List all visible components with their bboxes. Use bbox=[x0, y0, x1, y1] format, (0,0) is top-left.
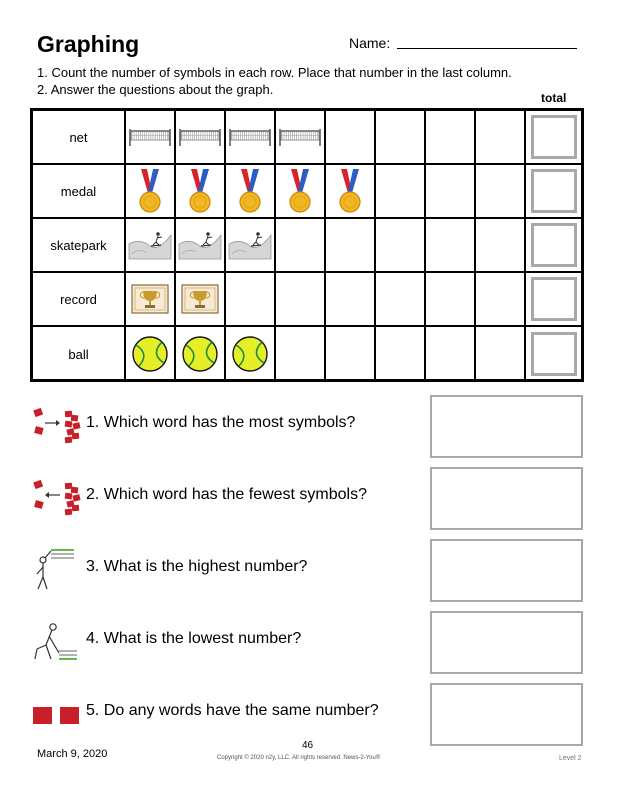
graph-row-ball bbox=[33, 327, 581, 381]
same-icon bbox=[31, 691, 81, 737]
symbol-cell bbox=[176, 273, 226, 325]
trophy-icon bbox=[181, 284, 219, 314]
answer-box[interactable] bbox=[430, 395, 583, 458]
symbol-cell bbox=[226, 165, 276, 217]
question-1 bbox=[0, 395, 618, 459]
tennis-ball-icon bbox=[131, 335, 169, 373]
fewest-symbols-icon bbox=[31, 475, 81, 521]
symbol-cell bbox=[126, 165, 176, 217]
total-cell bbox=[526, 165, 581, 217]
answer-box[interactable] bbox=[430, 467, 583, 530]
total-answer-box[interactable] bbox=[531, 169, 577, 213]
skatepark-icon bbox=[178, 230, 222, 260]
row-label: medal bbox=[33, 165, 126, 217]
symbol-cell bbox=[476, 165, 526, 217]
lowest-icon bbox=[31, 619, 81, 665]
symbol-cell bbox=[326, 111, 376, 163]
symbol-cell bbox=[326, 165, 376, 217]
symbol-cell bbox=[226, 111, 276, 163]
answer-box[interactable] bbox=[430, 611, 583, 674]
medal-icon bbox=[138, 168, 162, 214]
symbol-cell bbox=[226, 219, 276, 271]
symbol-cell bbox=[376, 273, 426, 325]
symbol-cell bbox=[276, 273, 326, 325]
symbol-cell bbox=[376, 327, 426, 381]
question-text: 4. What is the lowest number? bbox=[86, 630, 302, 647]
symbol-cell bbox=[176, 111, 226, 163]
footer-level: Level 2 bbox=[559, 755, 582, 762]
symbol-cell bbox=[426, 165, 476, 217]
skatepark-icon bbox=[128, 230, 172, 260]
name-label: Name: bbox=[349, 35, 391, 51]
footer-copyright: Copyright © 2020 n2y, LLC. All rights reserved. News-2-You® bbox=[217, 755, 381, 761]
total-column-label: total bbox=[541, 91, 567, 105]
symbol-cell bbox=[176, 165, 226, 217]
instruction-2: 2. Answer the questions about the graph. bbox=[37, 82, 274, 97]
symbol-cell bbox=[426, 219, 476, 271]
medal-icon bbox=[338, 168, 362, 214]
skatepark-icon bbox=[228, 230, 272, 260]
net-icon bbox=[278, 127, 322, 147]
footer-date: March 9, 2020 bbox=[37, 748, 108, 760]
symbol-cell bbox=[176, 327, 226, 381]
row-label: skatepark bbox=[33, 219, 126, 271]
symbol-cell bbox=[126, 327, 176, 381]
page-title: Graphing bbox=[37, 31, 140, 57]
symbol-cell bbox=[426, 111, 476, 163]
symbol-cell bbox=[276, 111, 326, 163]
symbol-cell bbox=[426, 327, 476, 381]
total-cell bbox=[526, 273, 581, 325]
question-5 bbox=[0, 683, 618, 747]
most-symbols-icon bbox=[31, 403, 81, 449]
symbol-cell bbox=[326, 327, 376, 381]
symbol-cell bbox=[126, 219, 176, 271]
symbol-cell bbox=[276, 327, 326, 381]
row-label: record bbox=[33, 273, 126, 325]
net-icon bbox=[228, 127, 272, 147]
question-3 bbox=[0, 539, 618, 603]
symbol-cell bbox=[126, 111, 176, 163]
total-answer-box[interactable] bbox=[531, 223, 577, 267]
medal-icon bbox=[288, 168, 312, 214]
question-text: 5. Do any words have the same number? bbox=[86, 702, 379, 719]
name-line[interactable] bbox=[397, 48, 577, 49]
net-icon bbox=[178, 127, 222, 147]
graph-row-record bbox=[33, 273, 581, 327]
question-text: 3. What is the highest number? bbox=[86, 558, 308, 575]
tennis-ball-icon bbox=[231, 335, 269, 373]
symbol-cell bbox=[476, 111, 526, 163]
symbol-cell bbox=[476, 273, 526, 325]
symbol-cell bbox=[226, 327, 276, 381]
answer-box[interactable] bbox=[430, 683, 583, 746]
symbol-cell bbox=[376, 165, 426, 217]
symbol-cell bbox=[476, 219, 526, 271]
tennis-ball-icon bbox=[181, 335, 219, 373]
symbol-cell bbox=[276, 165, 326, 217]
net-icon bbox=[128, 127, 172, 147]
trophy-icon bbox=[131, 284, 169, 314]
total-cell bbox=[526, 327, 581, 381]
symbol-cell bbox=[326, 273, 376, 325]
total-cell bbox=[526, 111, 581, 163]
total-answer-box[interactable] bbox=[531, 332, 577, 376]
question-text: 2. Which word has the fewest symbols? bbox=[86, 486, 368, 503]
symbol-cell bbox=[226, 273, 276, 325]
graph-row-net bbox=[33, 111, 581, 165]
symbol-cell bbox=[126, 273, 176, 325]
symbol-cell bbox=[326, 219, 376, 271]
total-answer-box[interactable] bbox=[531, 277, 577, 321]
total-answer-box[interactable] bbox=[531, 115, 577, 159]
answer-box[interactable] bbox=[430, 539, 583, 602]
symbol-cell bbox=[426, 273, 476, 325]
graph-row-medal bbox=[33, 165, 581, 219]
symbol-cell bbox=[176, 219, 226, 271]
question-4 bbox=[0, 611, 618, 675]
total-cell bbox=[526, 219, 581, 271]
instruction-1: 1. Count the number of symbols in each row. Place that number in the last column. bbox=[37, 65, 512, 80]
footer-page-number: 46 bbox=[302, 740, 314, 751]
medal-icon bbox=[188, 168, 212, 214]
highest-icon bbox=[31, 547, 81, 593]
medal-icon bbox=[238, 168, 262, 214]
symbol-cell bbox=[376, 219, 426, 271]
picture-graph bbox=[30, 108, 584, 382]
row-label: net bbox=[33, 111, 126, 163]
graph-row-skatepark bbox=[33, 219, 581, 273]
row-label: ball bbox=[33, 327, 126, 381]
symbol-cell bbox=[376, 111, 426, 163]
symbol-cell bbox=[476, 327, 526, 381]
question-2 bbox=[0, 467, 618, 531]
symbol-cell bbox=[276, 219, 326, 271]
question-text: 1. Which word has the most symbols? bbox=[86, 414, 356, 431]
